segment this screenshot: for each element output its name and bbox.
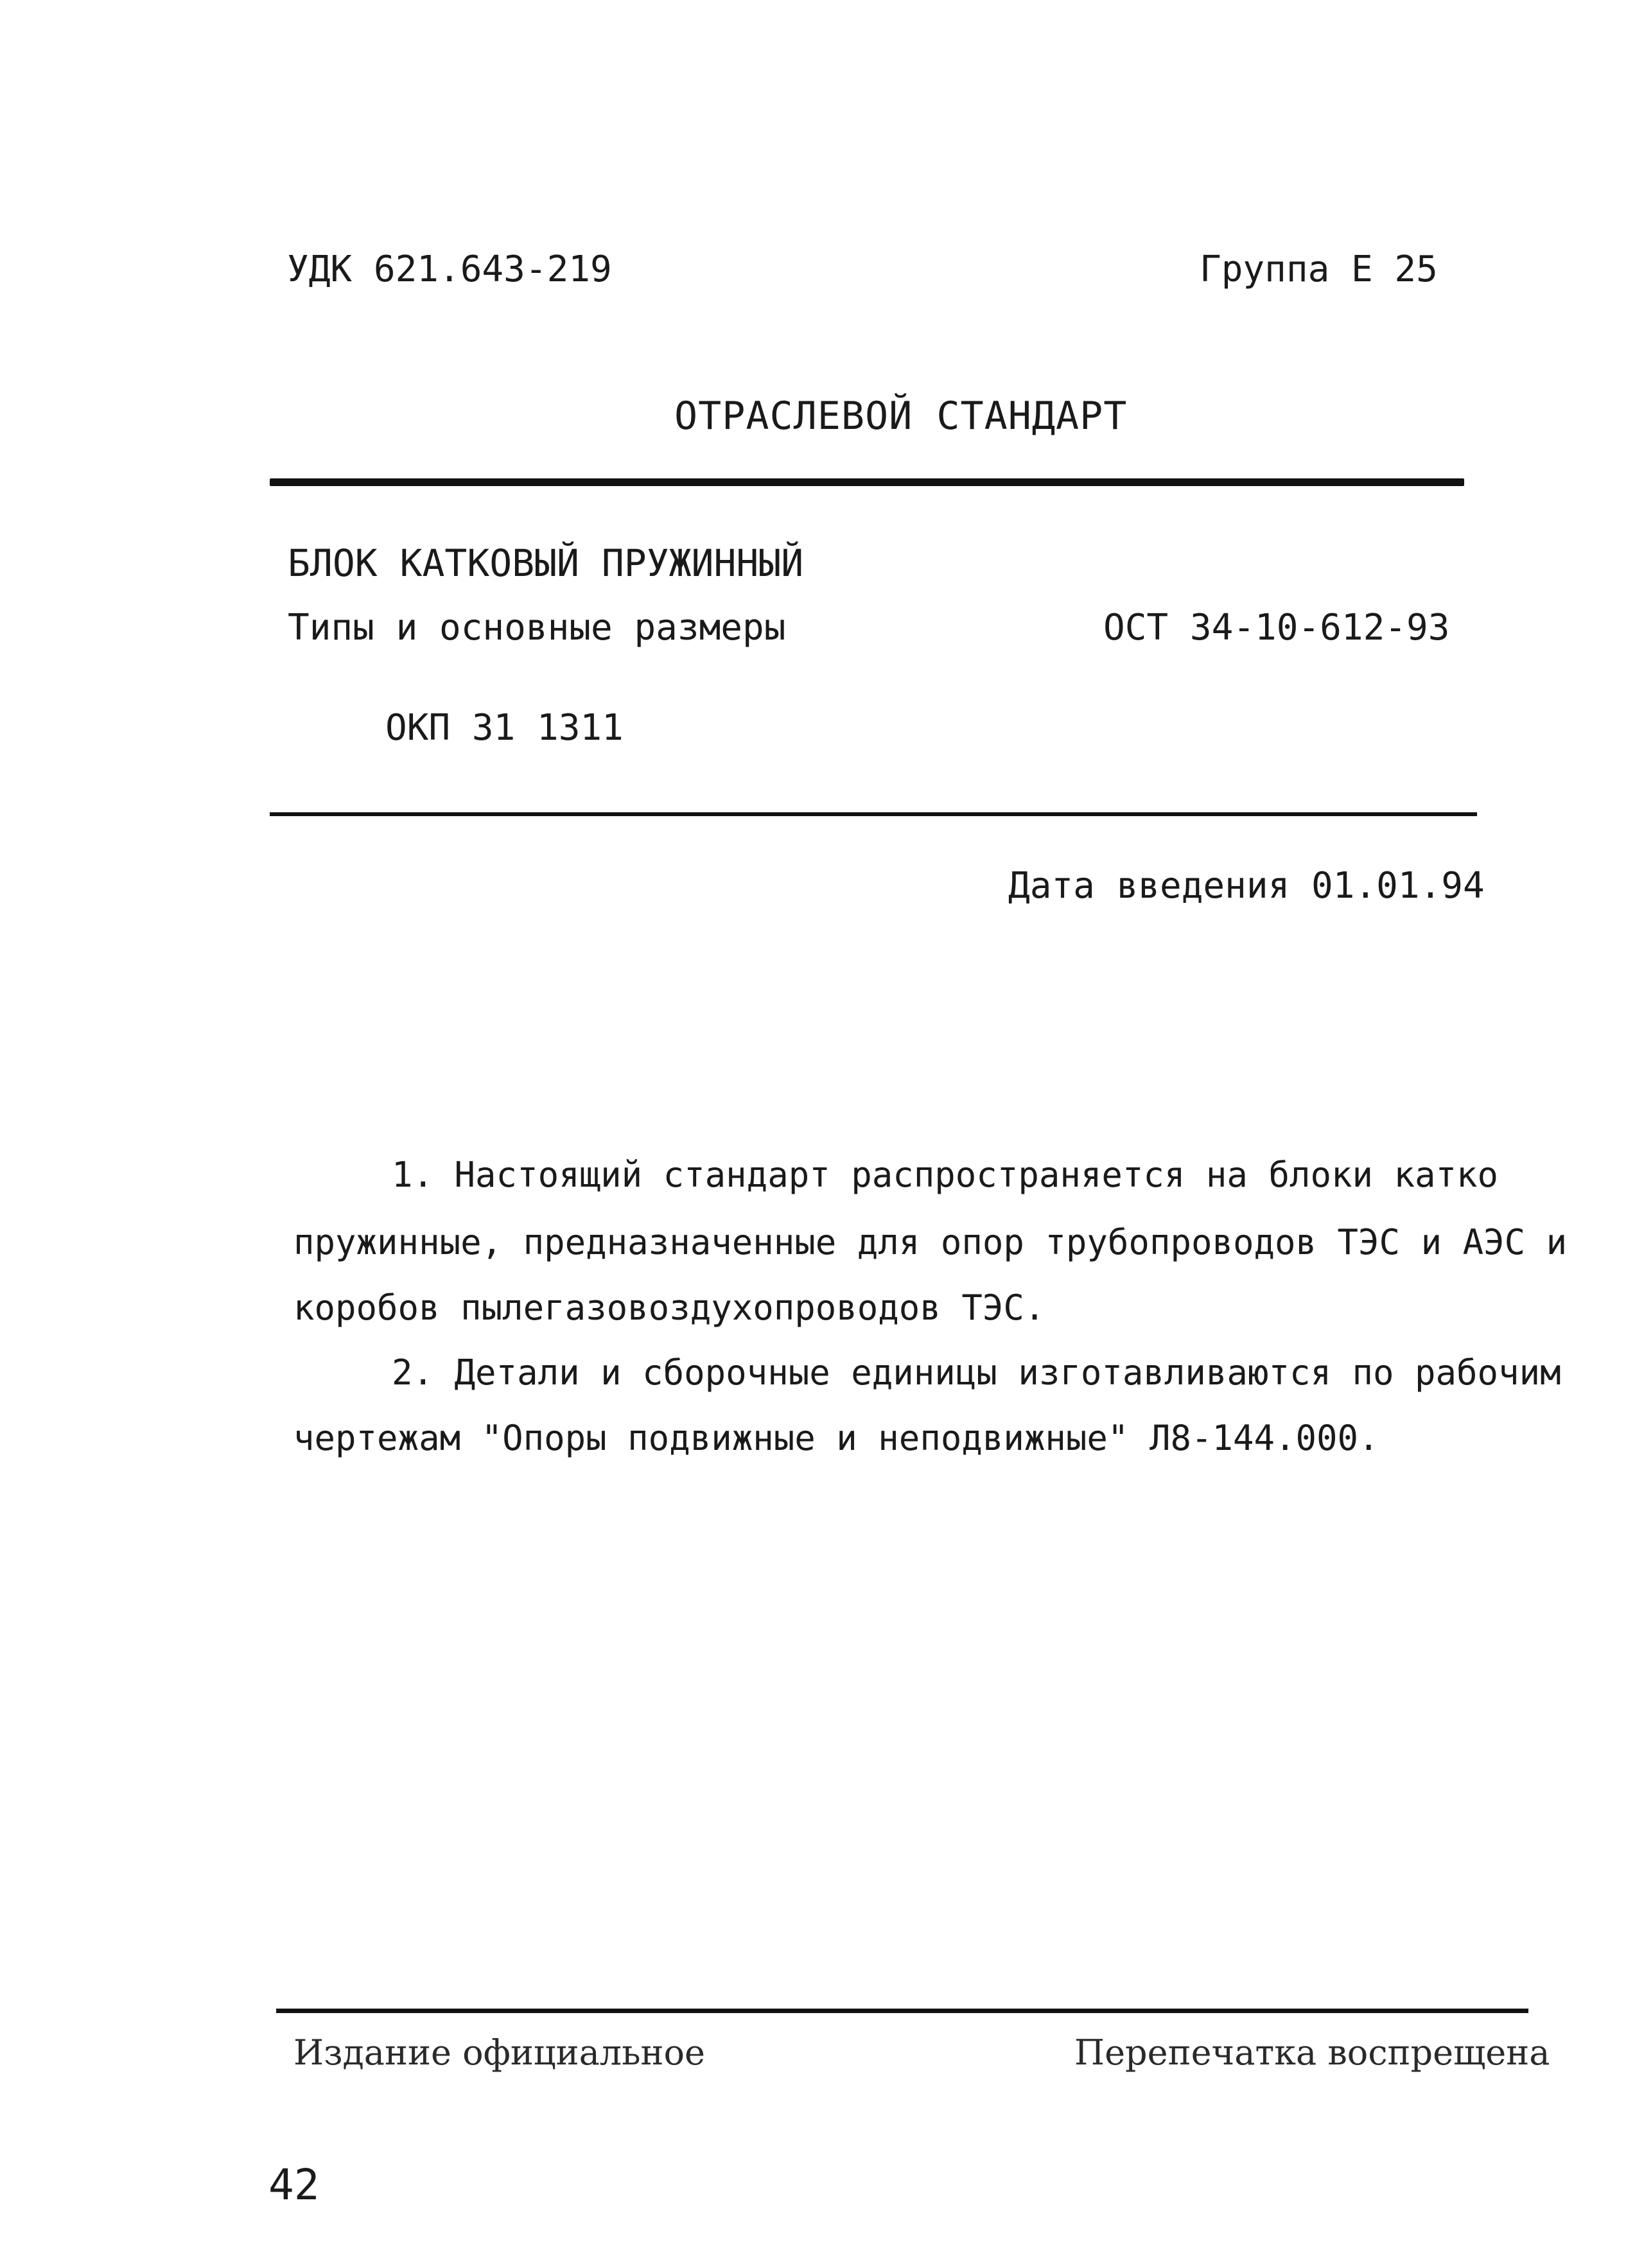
group-code: Группа Е 25 — [1200, 249, 1438, 290]
paragraph-1-line-3: коробов пылегазовоздухопроводов ТЭС. — [293, 1287, 1045, 1328]
udk-code: УДК 621.643-219 — [287, 249, 612, 290]
paragraph-1-line-2: пружинные, предназначенные для опор трубопроводов ТЭС и АЭС и — [293, 1222, 1568, 1262]
page-number: 42 — [268, 2160, 320, 2210]
introduction-date: Дата введения 01.01.94 — [1008, 865, 1485, 907]
reprint-prohibited-note: Перепечатка воспрещена — [1074, 2032, 1550, 2073]
paragraph-1-line-1: 1. Настоящий стандарт распространяется на блоки катко — [392, 1155, 1499, 1195]
official-edition-note: Издание официальное — [293, 2032, 705, 2073]
paragraph-2-line-2: чертежам "Опоры подвижные и неподвижные" Л8-144.000. — [293, 1418, 1379, 1458]
footer-rule — [276, 2009, 1528, 2013]
top-rule — [270, 478, 1464, 486]
product-subtitle: Типы и основные размеры — [288, 607, 786, 649]
middle-rule — [270, 812, 1477, 816]
okp-code: ОКП 31 1311 — [385, 707, 624, 749]
document-type-heading: ОТРАСЛЕВОЙ СТАНДАРТ — [674, 394, 1128, 439]
paragraph-2-line-1: 2. Детали и сборочные единицы изготавливаются по рабочим — [392, 1352, 1561, 1393]
standard-number: ОСТ 34-10-612-93 — [1103, 607, 1450, 649]
product-title: БЛОК КАТКОВЫЙ ПРУЖИННЫЙ — [288, 541, 804, 585]
